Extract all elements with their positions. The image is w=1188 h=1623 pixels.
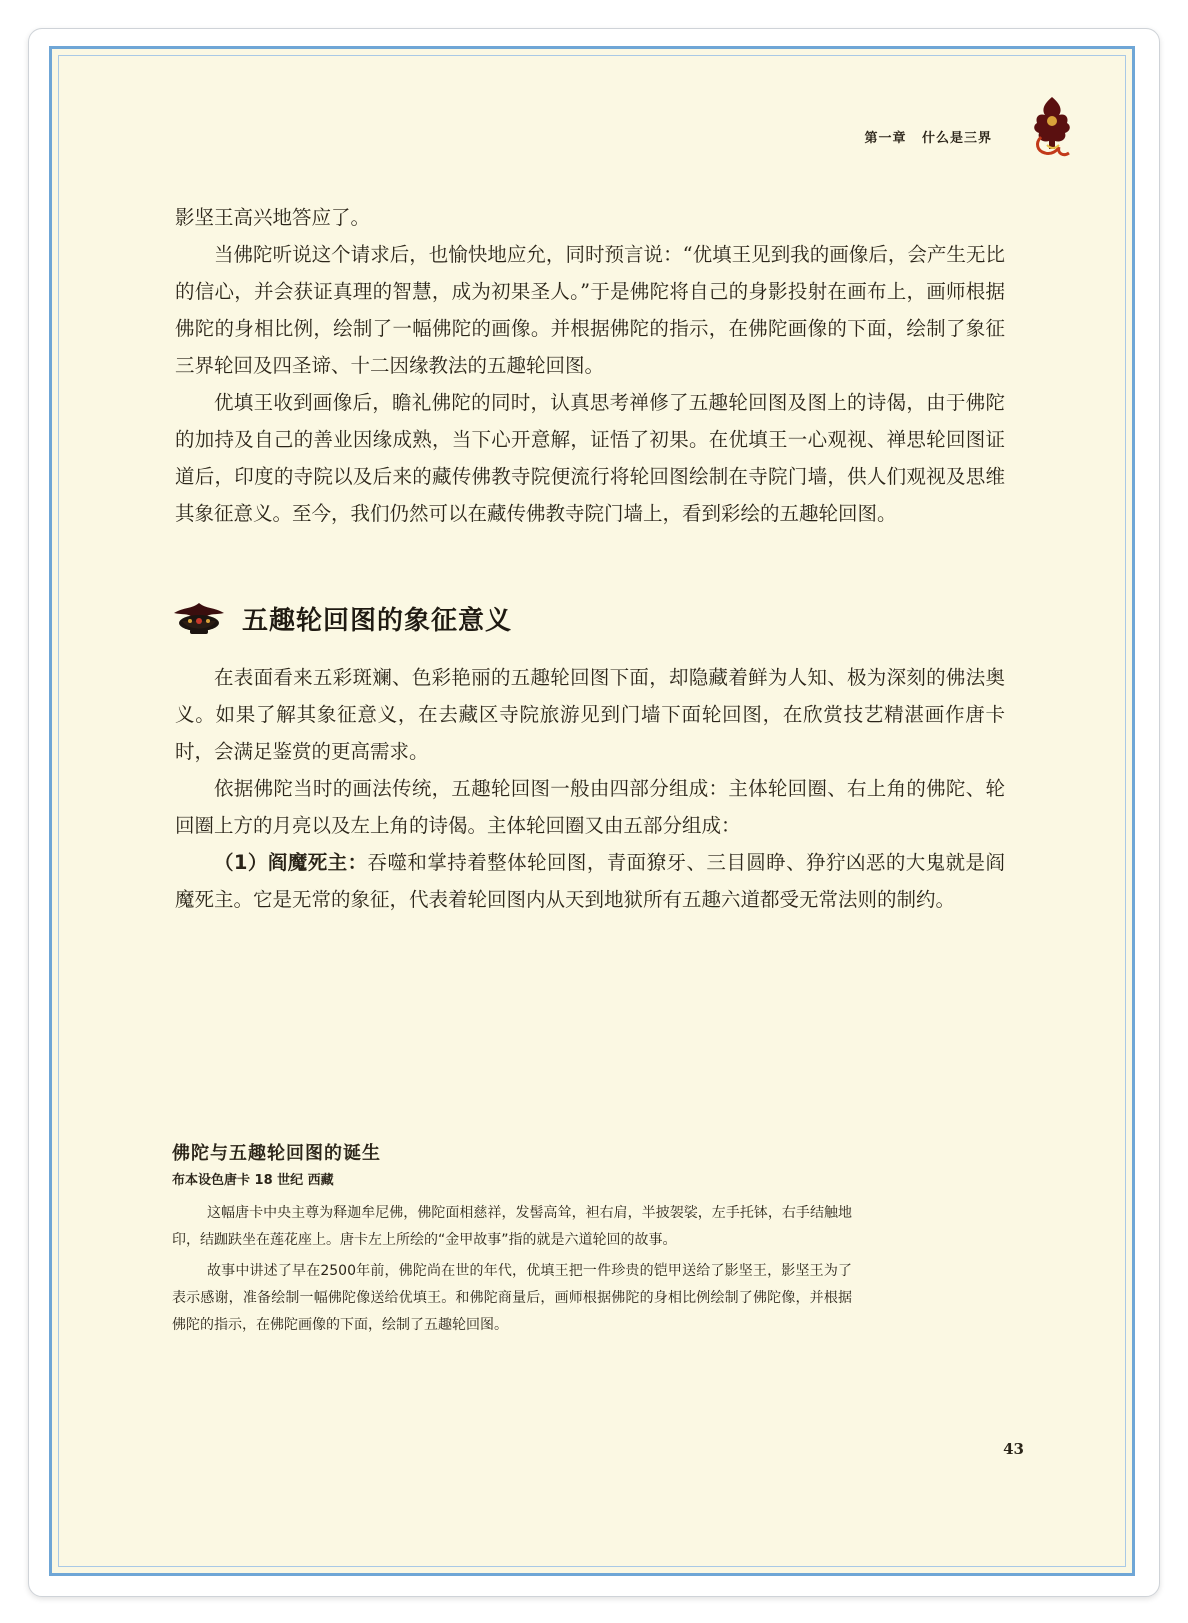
figure-caption	[172, 1139, 852, 1339]
page-number: 43	[1003, 1440, 1024, 1458]
flame-ornament-icon	[1027, 93, 1077, 159]
lotus-bowl-icon	[170, 597, 228, 639]
paragraph	[175, 844, 1005, 918]
chapter-title: 什么是三界	[921, 131, 992, 146]
book-page	[49, 46, 1135, 1576]
caption-paragraph: 这幅唐卡中央主尊为释迦牟尼佛，佛陀面相慈祥，发髻高耸，袒右肩，半披袈裟，左手托钵，右手结触地印，结跏趺坐在莲花座上。唐卡左上所绘的“金甲故事”指的就是六道轮回的故事。	[172, 1205, 852, 1248]
chapter-number: 第一章	[864, 131, 907, 146]
paragraph: 依据佛陀当时的画法传统，五趣轮回图一般由四部分组成：主体轮回圈、右上角的佛陀、轮回圈上方的月亮以及左上角的诗偈。主体轮回圈又由五部分组成：	[175, 777, 1005, 837]
caption-title: 佛陀与五趣轮回图的诞生	[172, 1143, 381, 1164]
section-body	[175, 659, 1005, 918]
term-text: 吞噬和掌持着整体轮回图，青面獠牙、三目圆睁、狰狞凶恶的大鬼就是阎魔死主。它是无常的象征，代表着轮回图内从天到地狱所有五趣六道都受无常法则的制约。	[175, 851, 1005, 911]
paragraph: 影坚王高兴地答应了。	[175, 206, 371, 229]
section-title: 五趣轮回图的象征意义	[242, 605, 513, 636]
intro-block	[175, 199, 1005, 532]
term-label: （1）阎魔死主：	[214, 851, 368, 874]
section-heading	[170, 594, 512, 642]
paragraph: 优填王收到画像后，瞻礼佛陀的同时，认真思考禅修了五趣轮回图及图上的诗偈，由于佛陀的加持及自己的善业因缘成熟，当下心开意解，证悟了初果。在优填王一心观视、禅思轮回图证道后，印度的寺院以及后来的藏传佛教寺院便流行将轮回图绘制在寺院门墙，供人们观视及思维其象征意义。至今，我们仍然可以在藏传佛教寺院门墙上，看到彩绘的五趣轮回图。	[175, 391, 1005, 525]
caption-subtitle: 布本设色唐卡 18 世纪 西藏	[172, 1173, 334, 1188]
running-head	[854, 127, 992, 146]
paragraph: 当佛陀听说这个请求后，也愉快地应允，同时预言说：“优填王见到我的画像后，会产生无比的信心，并会获证真理的智慧，成为初果圣人。”于是佛陀将自己的身影投射在画布上，画师根据佛陀的身相比例，绘制了一幅佛陀的画像。并根据佛陀的指示，在佛陀画像的下面，绘制了象征三界轮回及四圣谛、十二因缘教法的五趣轮回图。	[175, 243, 1005, 377]
paragraph: 在表面看来五彩斑斓、色彩艳丽的五趣轮回图下面，却隐藏着鲜为人知、极为深刻的佛法奥义。如果了解其象征意义，在去藏区寺院旅游见到门墙下面轮回图，在欣赏技艺精湛画作唐卡时，会满足鉴赏的更高需求。	[175, 666, 1005, 763]
caption-paragraph: 故事中讲述了早在2500年前，佛陀尚在世的年代，优填王把一件珍贵的铠甲送给了影坚王，影坚王为了表示感谢，准备绘制一幅佛陀像送给优填王。和佛陀商量后，画师根据佛陀的身相比例绘制了佛陀像，并根据佛陀的指示，在佛陀画像的下面，绘制了五趣轮回图。	[172, 1263, 852, 1333]
